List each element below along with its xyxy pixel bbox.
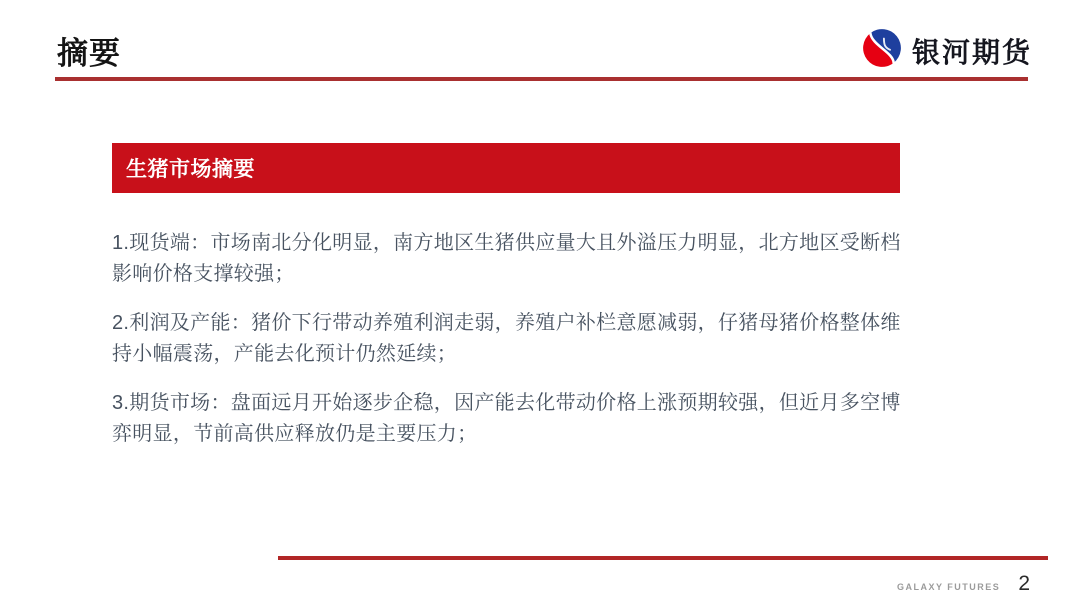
page-number: 2 (1018, 572, 1030, 595)
footer (897, 572, 1030, 596)
page-title: 摘要 (57, 36, 121, 71)
summary-paragraph-profit-capacity: 2.利润及产能：猪价下行带动养殖利润走弱，养殖户补栏意愿减弱，仔猪母猪价格整体维持小幅震荡，产能去化预计仍然延续； (112, 312, 901, 365)
section-banner-label: 生猪市场摘要 (126, 158, 255, 181)
company-logo (861, 27, 1032, 74)
section-banner (112, 143, 900, 193)
galaxy-futures-swirl-icon (861, 27, 903, 74)
company-name: 银河期货 (911, 36, 1032, 68)
summary-paragraph-spot-market: 1.现货端：市场南北分化明显，南方地区生猪供应量大且外溢压力明显，北方地区受断档影响价格支撑较强； (112, 232, 901, 285)
footer-rule (278, 556, 1048, 560)
summary-paragraphs (112, 228, 904, 468)
summary-paragraph-futures-market: 3.期货市场：盘面远月开始逐步企稳，因产能去化带动价格上涨预期较强，但近月多空博弈明显，节前高供应释放仍是主要压力； (112, 392, 901, 445)
footer-brand-text: GALAXY FUTURES (896, 582, 1001, 592)
title-underline-rule (55, 77, 1028, 81)
